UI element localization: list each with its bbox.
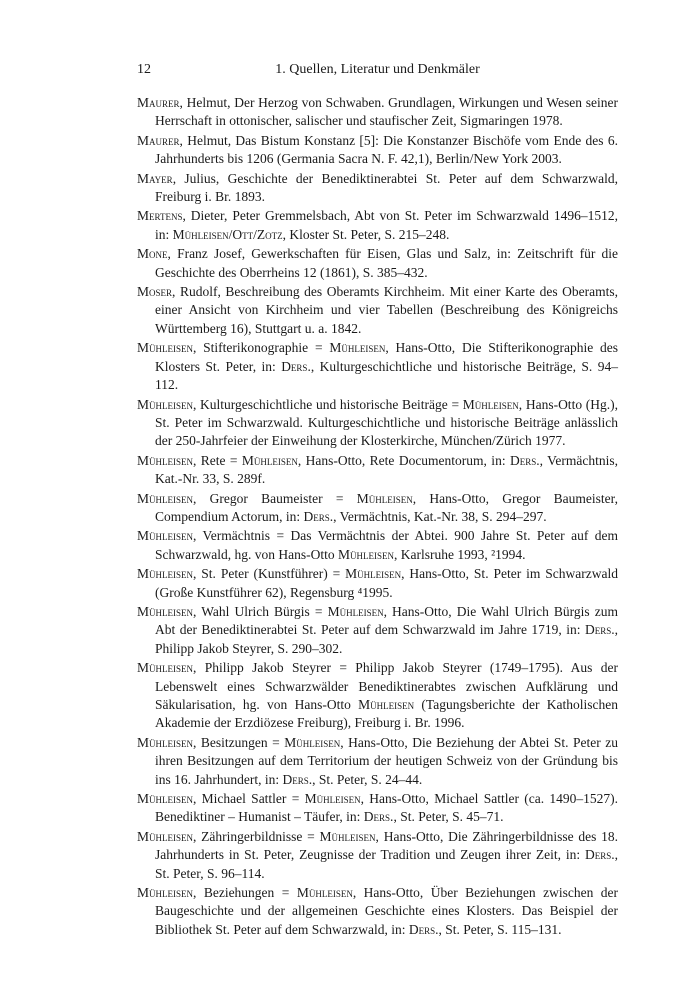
author-name: Mühleisen: [137, 828, 193, 844]
author-name: Mühleisen: [137, 340, 193, 356]
author-name: Moser: [137, 284, 173, 300]
author-name: Mühleisen: [304, 791, 361, 807]
author-name: Ders.: [303, 508, 334, 524]
author-name: Ders.: [509, 452, 540, 468]
entry-text: , Helmut, Der Herzog von Schwaben. Grundlagen, Wirkungen und Wesen seiner Herrschaft in ottonischer, salischer und staufischer Zeit, Sigmaringen 1978.: [155, 95, 618, 129]
entry-text: , Hans-Otto, Rete Documentorum, in:: [297, 452, 510, 468]
author-name: Mühleisen: [137, 396, 193, 412]
page-header: [137, 62, 618, 82]
entry-text: , Beziehungen =: [193, 885, 297, 901]
entry-text: , St. Peter (Kunstführer) =: [193, 566, 346, 582]
bibliography-entry: [137, 828, 618, 883]
entry-text: , Zähringerbildnisse =: [193, 828, 320, 844]
author-name: Ders.: [584, 847, 615, 863]
author-name: Ders.: [281, 358, 311, 374]
bibliography-entry: [137, 396, 618, 451]
entry-text: , Hans-Otto, Die Beziehung der Abtei St. Peter zu ihren Besitzungen auf dem Territorium der heutigen Schweiz von der Gründung bis ins 16. Jahrhundert, in:: [155, 734, 618, 787]
bibliography-entry: [137, 452, 618, 489]
entry-text: , Franz Josef, Gewerkschaften für Eisen, Glas und Salz, in: Zeitschrift für die Geschichte des Oberrheins 12 (1861), S. 385–432.: [155, 246, 618, 280]
author-name: Mühleisen: [137, 885, 193, 901]
author-name: Mühleisen: [284, 734, 341, 750]
entry-text: , Vermächtnis = Das Vermächtnis der Abtei. 900 Jahre St. Peter auf dem Schwarzwald, hg. von Hans-Otto: [155, 528, 618, 562]
bibliography-entry: [137, 790, 618, 827]
author-name: Maurer: [137, 132, 180, 148]
entry-text: , Vermächtnis, Kat.-Nr. 38, S. 294–297.: [333, 508, 547, 524]
author-name: Mühleisen: [137, 490, 193, 506]
author-name: Mühleisen: [356, 490, 413, 506]
entry-text: , Michael Sattler =: [193, 791, 305, 807]
author-name: Mühleisen: [358, 697, 415, 712]
bibliography-entry: [137, 527, 618, 564]
author-name: Ders.: [282, 771, 313, 787]
author-name: Mühleisen: [137, 566, 193, 582]
entry-text: , Kloster St. Peter, S. 215–248.: [282, 226, 450, 242]
bibliography-entry: [137, 283, 618, 338]
entry-text: , Kulturgeschichtliche und historische Beiträge =: [193, 396, 463, 412]
running-head: 1. Quellen, Literatur und Denkmäler: [275, 62, 480, 77]
entry-text: , Hans-Otto, Die Stifterikonographie des Klosters St. Peter, in:: [155, 340, 618, 374]
author-name: Mühleisen: [137, 603, 193, 619]
entry-text: , St. Peter, S. 96–114.: [155, 847, 618, 881]
bibliography-entry: [137, 603, 618, 658]
author-name: Mühleisen: [345, 566, 402, 582]
entry-text: , Hans-Otto, Gregor Baumeister, Compendium Actorum, in:: [155, 490, 618, 524]
author-name: Mone: [137, 246, 168, 262]
entry-text: , Helmut, Das Bistum Konstanz [5]: Die Konstanzer Bischöfe vom Ende des 6. Jahrhunderts bis 1206 (Germania Sacra N. F. 42,1), Berlin/New York 2003.: [155, 132, 618, 167]
bibliography-entry: [137, 207, 618, 244]
bibliography-list: [137, 94, 618, 940]
bibliography-entry: [137, 490, 618, 527]
entry-text: , Besitzungen =: [193, 734, 285, 750]
entry-text: , Hans-Otto, St. Peter im Schwarzwald (Große Kunstführer 62), Regensburg ⁴1995.: [155, 566, 618, 600]
entry-text: , Stifterikonographie =: [193, 340, 330, 356]
bibliography-entry: [137, 170, 618, 207]
entry-text: , St. Peter, S. 24–44.: [312, 771, 423, 787]
bibliography-entry: [137, 884, 618, 939]
author-name: Ders.: [408, 921, 439, 937]
author-name: Mühleisen: [296, 885, 353, 901]
author-name: Mühleisen: [137, 452, 193, 468]
entry-text: , Wahl Ulrich Bürgis =: [193, 603, 328, 619]
entry-text: (Tagungsberichte der Katholischen Akademie der Erzdiözese Freiburg), Freiburg i. Br. 1996.: [155, 697, 618, 731]
entry-text: , Philipp Jakob Steyrer, S. 290–302.: [155, 622, 618, 656]
author-name: Mühleisen: [462, 396, 519, 412]
author-name: Ders.: [363, 809, 394, 825]
entry-text: , Philipp Jakob Steyrer = Philipp Jakob Steyrer (1749–1795). Aus der Lebenswelt eines Schwarzwälder Benediktinerabtes zwischen Aufklärung und Säkularisation, hg. von Hans-Otto: [155, 660, 618, 712]
entry-text: , Hans-Otto (Hg.), St. Peter im Schwarzwald. Kulturgeschichtliche und historische Beiträge anlässlich der 250-Jahrfeier der Einweihung der Klosterkirche, München/Zürich 1977.: [155, 396, 618, 449]
entry-text: , Gregor Baumeister =: [193, 490, 357, 506]
author-name: Mühleisen: [319, 828, 376, 844]
entry-text: , Kulturgeschichtliche und historische Beiträge, S. 94–112.: [155, 358, 618, 393]
entry-text: , Julius, Geschichte der Benediktinerabtei St. Peter auf dem Schwarzwald, Freiburg i. Br. 1893.: [155, 170, 618, 205]
author-name: Maurer: [137, 95, 180, 110]
entry-text: , St. Peter, S. 115–131.: [438, 921, 562, 937]
entry-text: , Hans-Otto, Michael Sattler (ca. 1490–1527). Benediktiner – Humanist – Täufer, in:: [155, 791, 619, 825]
bibliography-entry: [137, 94, 618, 131]
author-name: Mühleisen: [137, 660, 193, 676]
entry-text: , Hans-Otto, Über Beziehungen zwischen der Baugeschichte und der allgemeinen Geschichte eines Klosters. Das Beispiel der Bibliothek St. Peter auf dem Schwarzwald, in:: [155, 885, 619, 937]
entry-text: , Dieter, Peter Gremmelsbach, Abt von St. Peter im Schwarzwald 1496–1512, in:: [155, 208, 618, 242]
entry-text: , Rete =: [193, 452, 242, 468]
author-name: Mühleisen: [137, 734, 193, 750]
author-name: Mühleisen/Ott/Zotz: [172, 226, 283, 242]
author-name: Mühleisen: [327, 603, 384, 619]
author-name: Ders.: [584, 622, 615, 638]
bibliography-entry: [137, 734, 618, 789]
author-name: Mayer: [137, 170, 173, 186]
entry-text: , Rudolf, Beschreibung des Oberamts Kirchheim. Mit einer Karte des Oberamts, einer Ansicht von Kirchheim und vier Tabellen (Beschreibung des Königreichs Württemberg 16), Stuttgart u. a. 1842.: [155, 284, 618, 336]
page-number: 12: [137, 62, 151, 77]
entry-text: , Karlsruhe 1993, ²1994.: [393, 546, 526, 562]
author-name: Mühleisen: [137, 528, 193, 544]
entry-text: , Hans-Otto, Die Zähringerbildnisse des 18. Jahrhunderts in St. Peter, Zeugnisse der Tradition und Zeugen ihrer Zeit, in:: [155, 828, 619, 863]
bibliography-entry: [137, 245, 618, 282]
author-name: Mühleisen: [337, 546, 394, 562]
author-name: Mühleisen: [241, 452, 298, 468]
bibliography-entry: [137, 565, 618, 602]
author-name: Mühleisen: [137, 791, 193, 807]
entry-text: , Hans-Otto, Die Wahl Ulrich Bürgis zum Abt der Benediktinerabtei St. Peter auf dem Schwarzwald im Jahre 1719, in:: [155, 603, 618, 638]
bibliography-entry: [137, 659, 618, 733]
bibliography-entry: [137, 339, 618, 394]
author-name: Mertens: [137, 208, 183, 224]
entry-text: , Vermächtnis, Kat.-Nr. 33, S. 289f.: [155, 452, 618, 487]
entry-text: , St. Peter, S. 45–71.: [393, 809, 504, 825]
author-name: Mühleisen: [329, 340, 386, 356]
bibliography-entry: [137, 132, 618, 169]
